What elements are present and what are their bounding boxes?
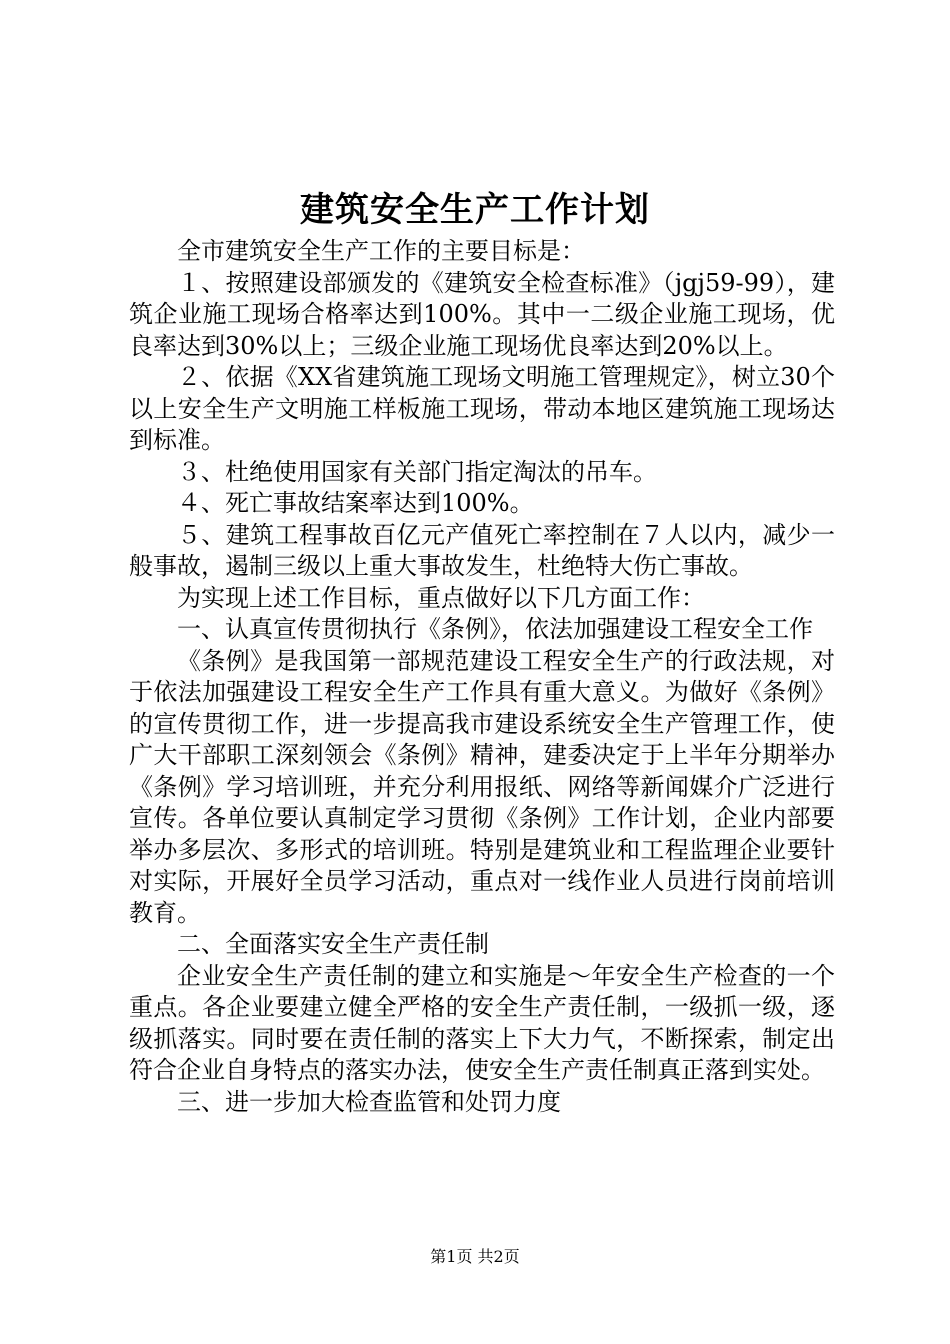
document-body — [129, 236, 835, 1118]
section-heading-3: 三、进一步加大检查监管和处罚力度 — [177, 1087, 561, 1116]
paragraph-intro: 全市建筑安全生产工作的主要目标是： — [177, 237, 585, 265]
paragraph-section-2: 企业安全生产责任制的建立和实施是～年安全生产检查的一个重点。各企业要建立健全严格的安全生产责任制，一级抓一级，逐级抓落实。同时要在责任制的落实上下大力气，不断探索，制定出符合企业自身特点的落实办法，使安全生产责任制真正落到实处。 — [129, 961, 835, 1084]
paragraph-goal-1: １、按照建设部颁发的《建筑安全检查标准》（jgj59-99），建筑企业施工现场合格率达到100%。其中一二级企业施工现场，优良率达到30%以上；三级企业施工现场优良率达到20%以上。 — [129, 268, 835, 360]
document-title: 建筑安全生产工作计划 — [300, 190, 650, 230]
page-footer: 第1页 共2页 — [430, 1247, 520, 1266]
paragraph-goal-5: ５、建筑工程事故百亿元产值死亡率控制在７人以内，减少一般事故，遏制三级以上重大事故发生，杜绝特大伤亡事故。 — [129, 520, 835, 580]
paragraph-goal-2: ２、依据《XX省建筑施工现场文明施工管理规定》，树立30个以上安全生产文明施工样板施工现场，带动本地区建筑施工现场达到标准。 — [129, 363, 835, 454]
section-heading-2: 二、全面落实安全生产责任制 — [177, 930, 489, 958]
section-heading-1: 一、认真宣传贯彻执行《条例》，依法加强建设工程安全工作 — [177, 615, 813, 643]
paragraph-section-1: 《条例》是我国第一部规范建设工程安全生产的行政法规，对于依法加强建设工程安全生产工作具有重大意义。为做好《条例》的宣传贯彻工作，进一步提高我市建设系统安全生产管理工作，使广大干部职工深刻领会《条例》精神，建委决定于上半年分期举办《条例》学习培训班，并充分利用报纸、网络等新闻媒介广泛进行宣传。各单位要认真制定学习贯彻《条例》工作计划，企业内部要举办多层次、多形式的培训班。特别是建筑业和工程监理企业要针对实际，开展好全员学习活动，重点对一线作业人员进行岗前培训教育。 — [129, 646, 835, 927]
paragraph-goal-3: ３、杜绝使用国家有关部门指定淘汰的吊车。 — [177, 457, 657, 486]
paragraph-transition: 为实现上述工作目标，重点做好以下几方面工作： — [177, 583, 705, 612]
paragraph-goal-4: ４、死亡事故结案率达到100%。 — [177, 489, 534, 517]
